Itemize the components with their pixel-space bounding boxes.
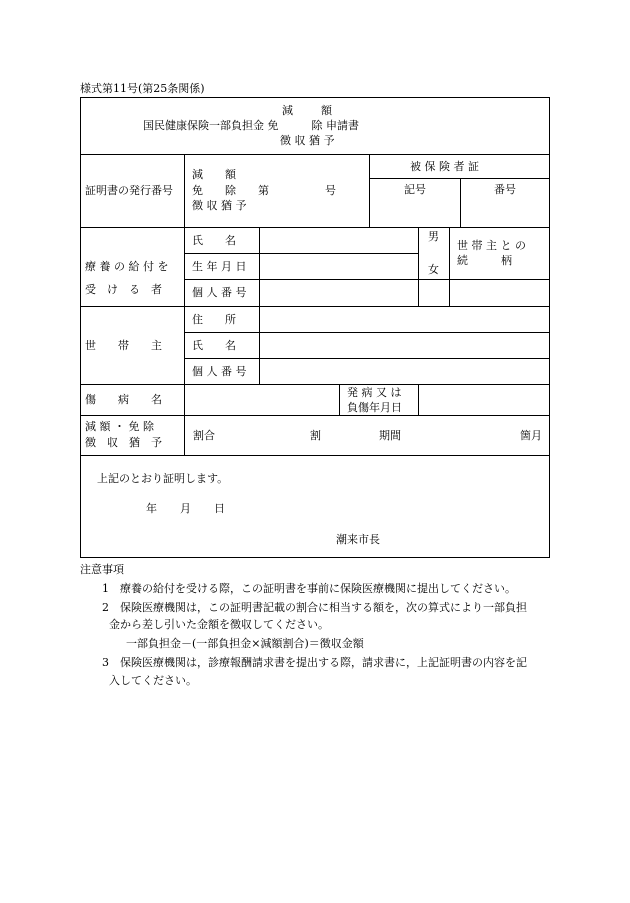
number-label: 番号	[494, 183, 516, 196]
householder-name-label: 氏 名	[192, 339, 236, 352]
householder-label: 世 帯 主	[85, 339, 162, 352]
insured-card-title: 被 保 険 者 証	[410, 160, 479, 173]
cert-line2: 免 除 第	[192, 184, 269, 197]
recipient-birth-field[interactable]	[260, 254, 418, 279]
householder-id-field[interactable]	[260, 359, 549, 384]
cert-number-label: 証明書の発行番号	[85, 184, 173, 197]
householder-address-label: 住 所	[192, 313, 236, 326]
months-label: 箇月	[520, 429, 542, 442]
divider	[80, 455, 550, 456]
note-2-formula: 一部負担金－(一部負担金×減額割合)＝徴収金額	[126, 637, 364, 650]
householder-id-label: 個 人 番 号	[192, 365, 247, 378]
female-label: 女	[428, 263, 439, 276]
onset-date-field[interactable]	[419, 385, 549, 415]
divider	[339, 384, 340, 415]
cert-line1: 減 額	[192, 168, 236, 181]
divider	[369, 154, 370, 227]
title-main: 国民健康保険一部負担金 免 除 申請書	[143, 119, 359, 132]
note-1: 1 療養の給付を受ける際，この証明書を事前に保険医療機関に提出してください。	[102, 582, 516, 595]
rate-label-1: 減 額 ・ 免 除	[85, 420, 154, 433]
note-3-line-1: 3 保険医療機関は，診療報酬請求書を提出する際，請求書に，上記証明書の内容を記	[102, 656, 527, 669]
certify-text: 上記のとおり証明します。	[97, 472, 229, 485]
certify-day: 日	[214, 502, 225, 515]
recipient-id-field[interactable]	[260, 280, 418, 306]
certify-month: 月	[180, 502, 191, 515]
cert-line2-suffix: 号	[325, 184, 336, 197]
male-label: 男	[428, 230, 439, 243]
period-label: 期間	[379, 429, 401, 442]
certify-year: 年	[146, 502, 157, 515]
householder-name-field[interactable]	[260, 333, 549, 358]
form-label: 様式第11号(第25条関係)	[80, 82, 205, 95]
illness-label: 傷 病 名	[85, 393, 162, 406]
recipient-birth-label: 生 年 月 日	[192, 260, 247, 273]
note-2-line-2: 金から差し引いた金額を徴収してください。	[109, 618, 329, 631]
ratio-label: 割合	[193, 429, 215, 442]
householder-address-field[interactable]	[260, 307, 549, 332]
symbol-label: 記号	[404, 183, 426, 196]
recipient-label-2: 受 け る 者	[85, 283, 162, 296]
recipient-name-field[interactable]	[260, 228, 418, 253]
notes-title: 注意事項	[80, 563, 124, 576]
wari-label: 割	[310, 429, 321, 442]
recipient-label-1: 療 養 の 給 付 を	[85, 260, 169, 273]
relation-field[interactable]	[450, 280, 549, 306]
mayor-label: 潮来市長	[336, 533, 380, 546]
relation-label-2: 続 柄	[457, 254, 512, 267]
divider	[418, 227, 419, 306]
recipient-id-label: 個 人 番 号	[192, 286, 247, 299]
recipient-name-label: 氏 名	[192, 234, 236, 247]
relation-label-1: 世 帯 主 と の	[457, 239, 526, 252]
cert-line3: 徴 収 猶 予	[192, 199, 247, 212]
divider	[460, 178, 461, 227]
illness-field[interactable]	[185, 385, 339, 415]
title-bottom: 徴 収 猶 予	[280, 134, 335, 147]
rate-label-2: 徴 収 猶 予	[85, 436, 162, 449]
onset-label-2: 負傷年月日	[347, 401, 402, 414]
title-top: 減 額	[282, 104, 334, 117]
note-3-line-2: 入してください。	[109, 674, 197, 687]
divider	[80, 415, 550, 416]
onset-label-1: 発 病 又 は	[347, 386, 402, 399]
divider	[80, 154, 550, 155]
note-2-line-1: 2 保険医療機関は，この証明書記載の割合に相当する額を，次の算式により一部負担	[102, 601, 527, 614]
